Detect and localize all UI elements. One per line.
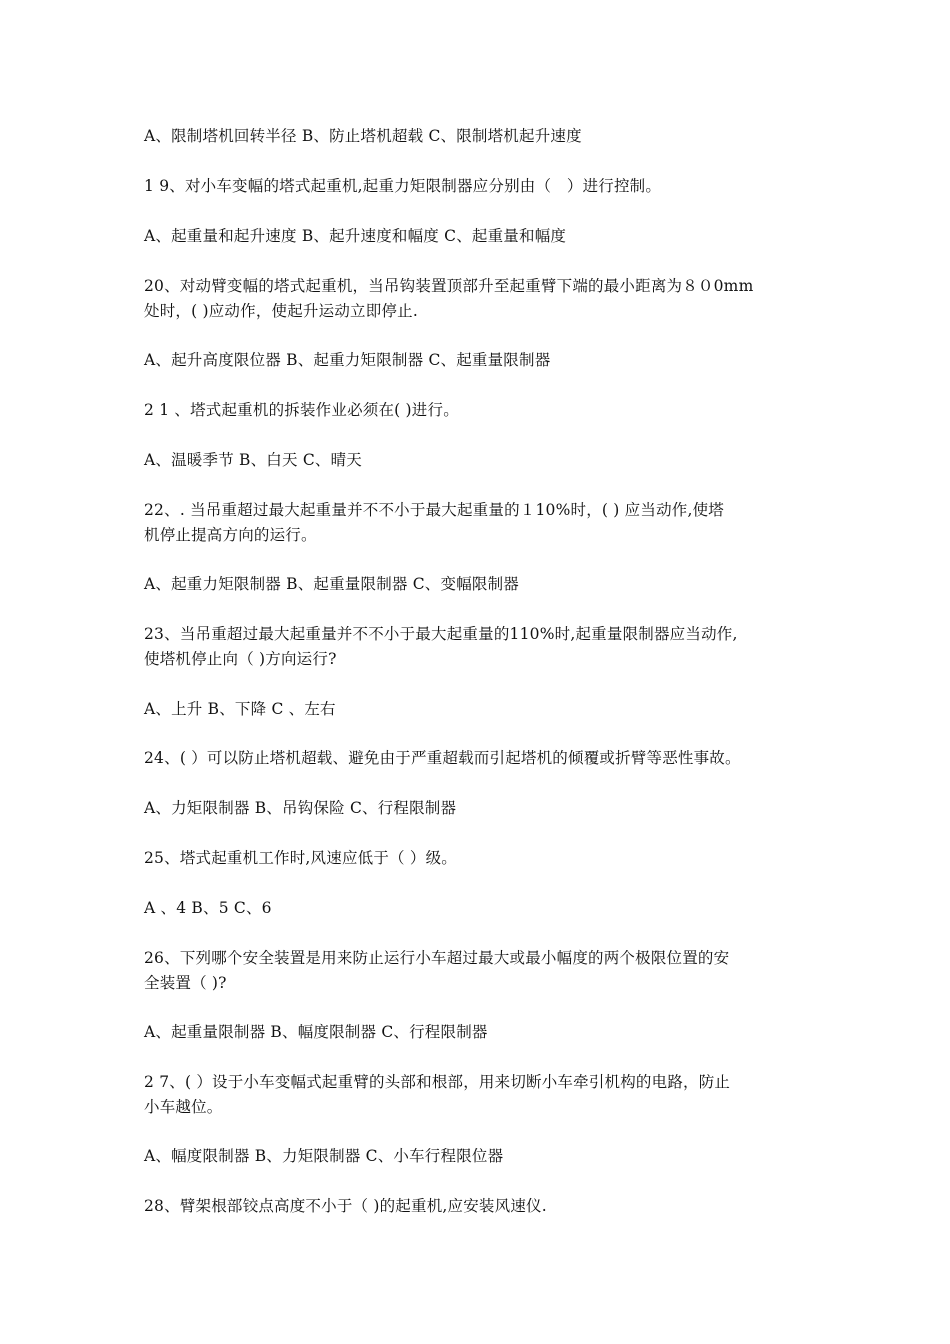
question-20-line-1: 20、对动臂变幅的塔式起重机，当吊钩装置顶部升至起重臂下端的最小距离为８０0mm	[144, 277, 754, 295]
answer-options-25: A 、4 B、5 C、6	[144, 899, 272, 917]
question-20-line-2: 处时，( )应动作，使起升运动立即停止.	[144, 302, 418, 320]
question-26-line-1: 26、下列哪个安全装置是用来防止运行小车超过最大或最小幅度的两个极限位置的安	[144, 949, 730, 967]
question-23-line-2: 使塔机停止向（ )方向运行?	[144, 650, 337, 668]
question-19: 1 9、对小车变幅的塔式起重机,起重力矩限制器应分别由（ ）进行控制。	[144, 177, 662, 195]
question-21: 2 1 、塔式起重机的拆装作业必须在( )进行。	[144, 401, 459, 419]
question-24: 24、( ）可以防止塔机超载、避免由于严重超载而引起塔机的倾覆或折臂等恶性事故。	[144, 749, 741, 767]
question-22-line-1: 22、. 当吊重超过最大起重量并不不小于最大起重量的１10%时，( ) 应当动作,使塔	[144, 501, 725, 519]
answer-options-20: A、起升高度限位器 B、起重力矩限制器 C、起重量限制器	[144, 351, 551, 369]
answer-options-22: A、起重力矩限制器 B、起重量限制器 C、变幅限制器	[144, 575, 519, 593]
answer-options-27: A、幅度限制器 B、力矩限制器 C、小车行程限位器	[144, 1147, 504, 1165]
question-25: 25、塔式起重机工作时,风速应低于（ ）级。	[144, 849, 457, 867]
question-22-line-2: 机停止提高方向的运行。	[144, 526, 317, 544]
answer-options-23: A、上升 B、下降 C 、左右	[144, 700, 336, 718]
question-26-line-2: 全装置（ )?	[144, 974, 227, 992]
question-27-line-2: 小车越位。	[144, 1098, 223, 1116]
answer-options-19: A、起重量和起升速度 B、起升速度和幅度 C、起重量和幅度	[144, 227, 567, 245]
answer-options-24: A、力矩限制器 B、吊钩保险 C、行程限制器	[144, 799, 457, 817]
answer-options-18: A、限制塔机回转半径 B、防止塔机超载 C、限制塔机起升速度	[144, 127, 582, 145]
question-28: 28、臂架根部铰点高度不小于（ )的起重机,应安装风速仪.	[144, 1197, 547, 1215]
answer-options-21: A、温暖季节 B、白天 C、晴天	[144, 451, 362, 469]
answer-options-26: A、起重量限制器 B、幅度限制器 C、行程限制器	[144, 1023, 488, 1041]
question-27-line-1: 2 7、( ）设于小车变幅式起重臂的头部和根部，用来切断小车牵引机构的电路，防止	[144, 1073, 731, 1091]
question-23-line-1: 23、当吊重超过最大起重量并不不小于最大起重量的110%时,起重量限制器应当动作,	[144, 625, 738, 643]
